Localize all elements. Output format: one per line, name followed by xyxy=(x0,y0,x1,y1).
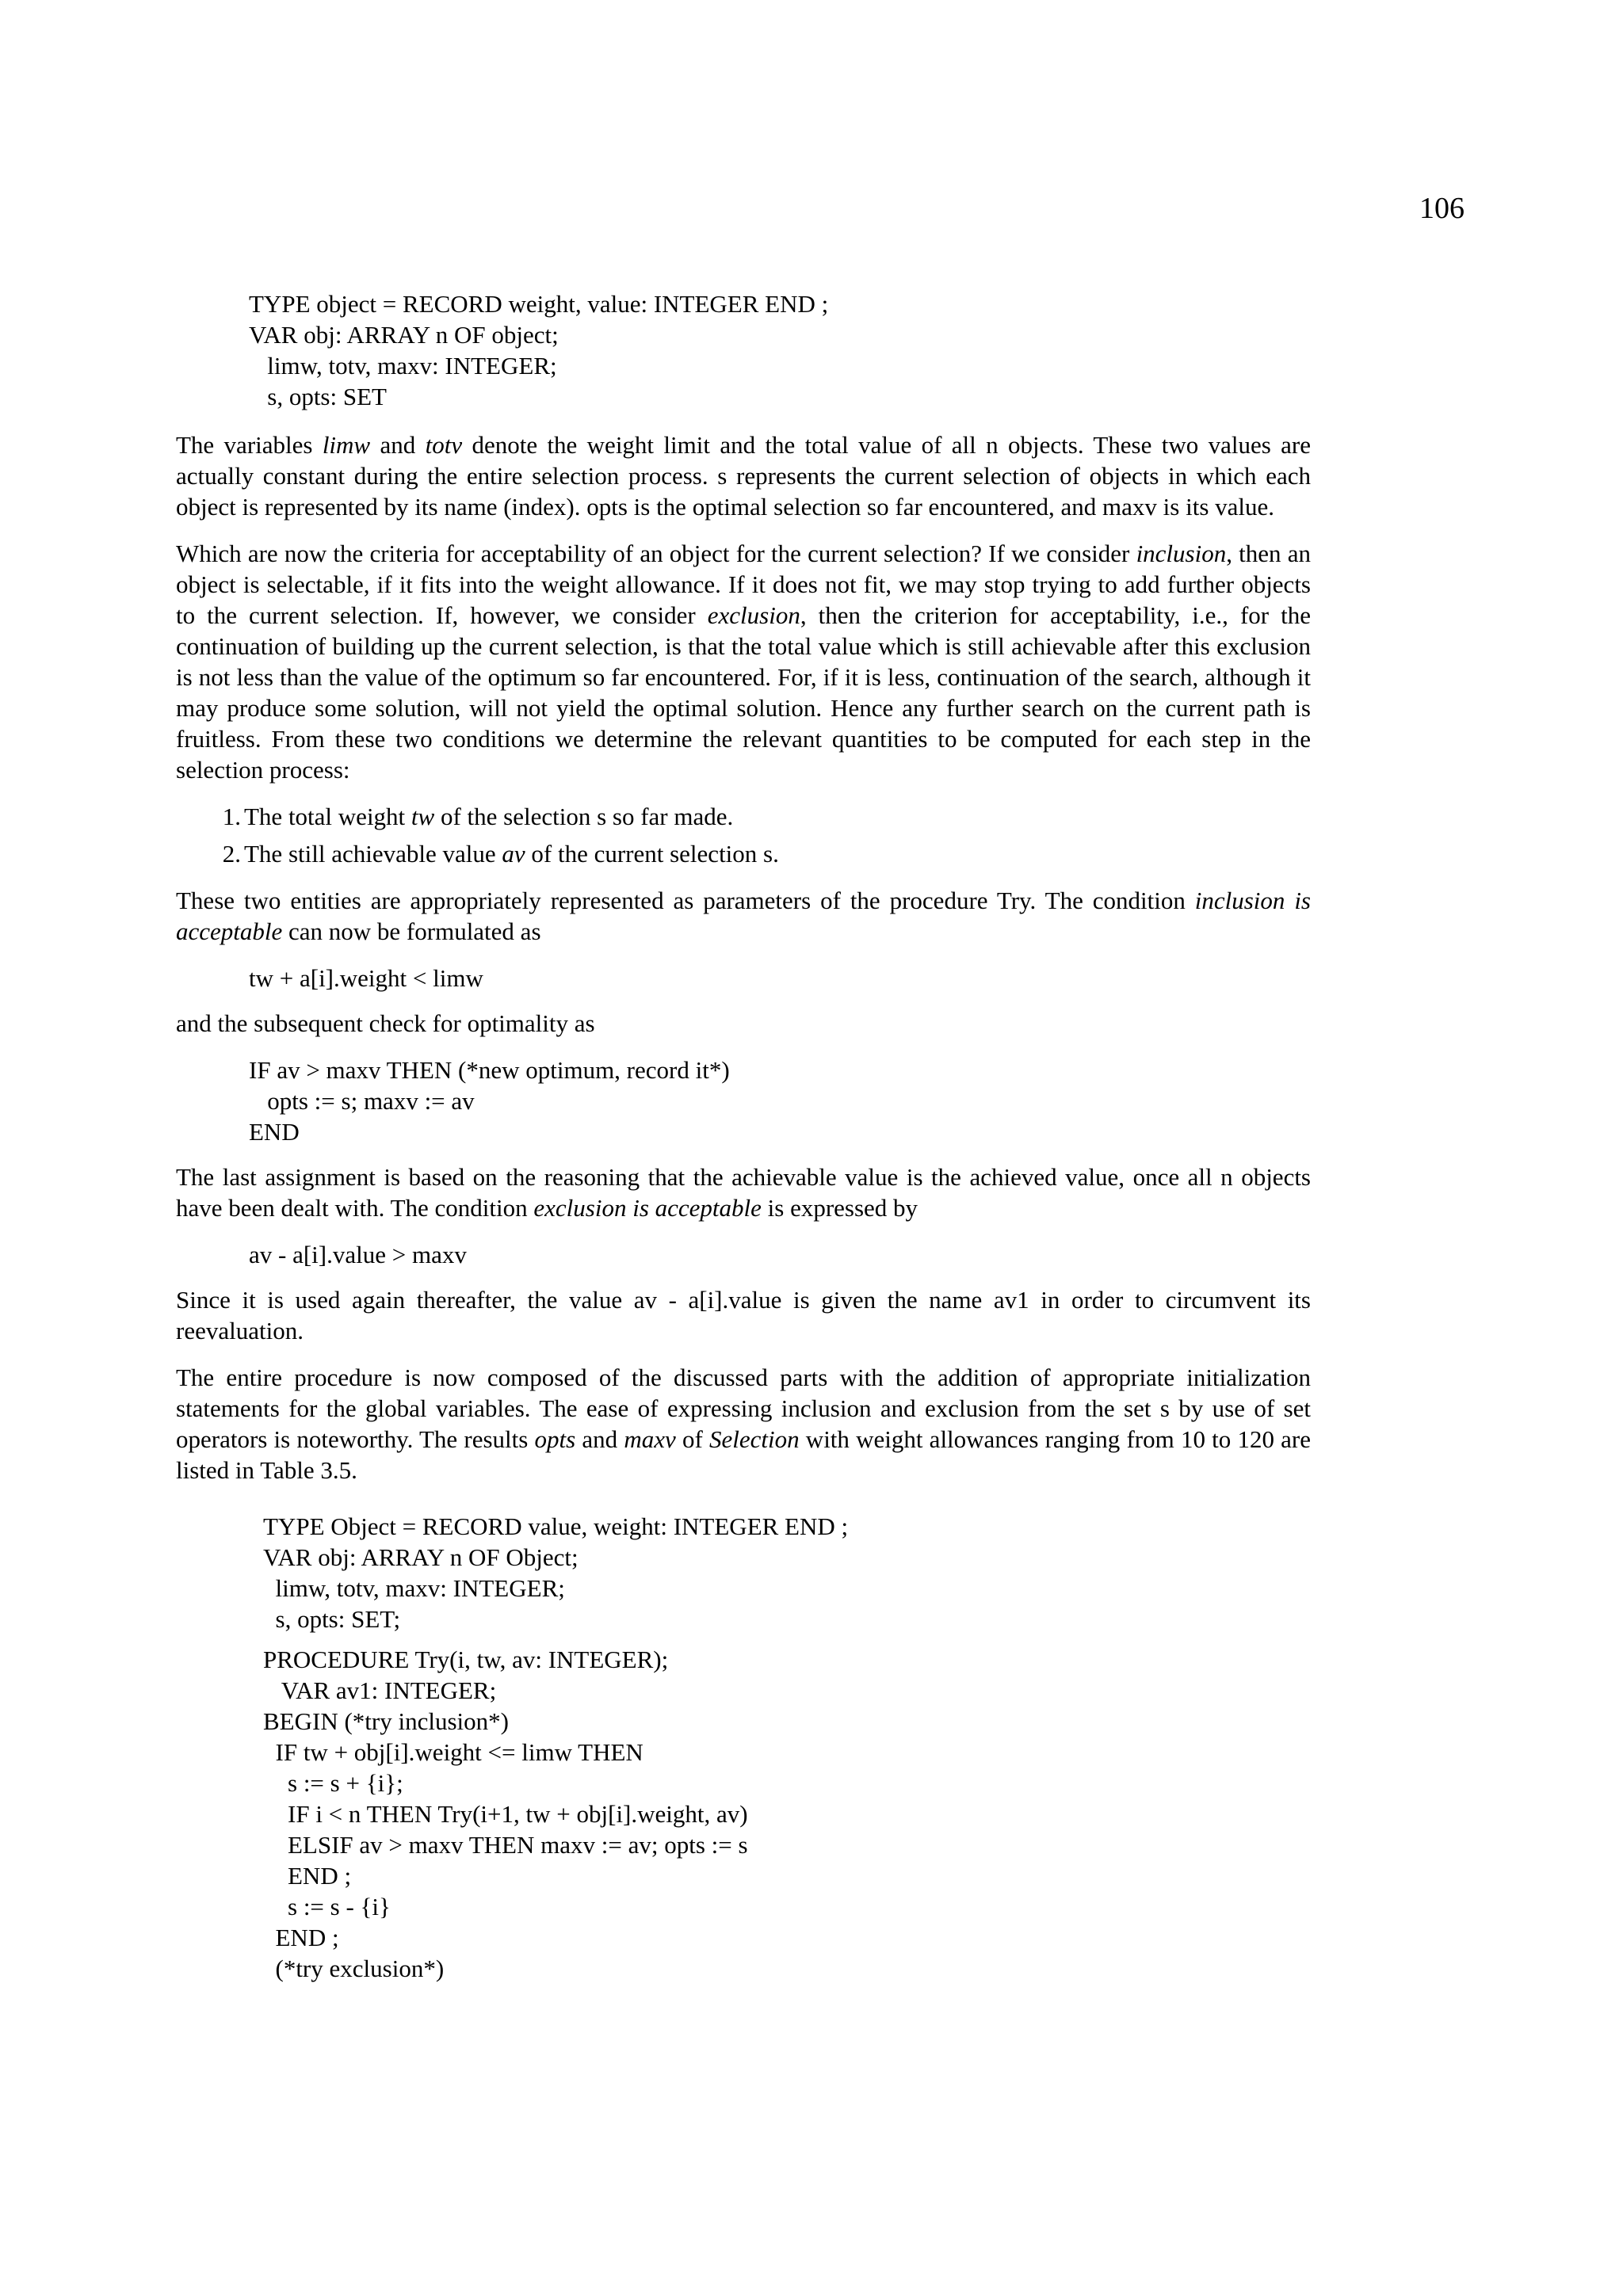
code-line: ELSIF av > maxv THEN maxv := av; opts := s xyxy=(263,1831,748,1859)
code-line: VAR obj: ARRAY n OF Object; xyxy=(263,1543,579,1571)
code-line: VAR av1: INTEGER; xyxy=(263,1676,497,1704)
selection-program-code xyxy=(263,1511,1311,1984)
paragraph-last-assignment: The last assignment is based on the reasoning that the achievable value is the achieved value, once all n objects have been dealt with. The condition exclusion is acceptable is expressed by xyxy=(176,1163,1311,1222)
code-line: BEGIN (*try inclusion*) xyxy=(263,1707,509,1735)
code-line: IF tw + obj[i].weight <= limw THEN xyxy=(263,1738,643,1766)
code-line: TYPE Object = RECORD value, weight: INTEGER END ; xyxy=(263,1512,849,1540)
paragraph-optimality: and the subsequent check for optimality as xyxy=(176,1009,595,1037)
quantities-list xyxy=(176,801,1311,869)
code-line: limw, totv, maxv: INTEGER; xyxy=(249,352,557,379)
procedure-block xyxy=(263,1644,1311,1984)
optimality-check-code xyxy=(249,1055,1311,1147)
code-line: IF i < n THEN Try(i+1, tw + obj[i].weight, av) xyxy=(263,1800,748,1828)
paragraph-procedure: The entire procedure is now composed of the discussed parts with the addition of appropriate initialization statements for the global variables. The ease of expressing inclusion and exclusion from the set s by use of set operators is noteworthy. The results opts and maxv of Selection with weight allowances ranging from 10 to 120 are listed in Table 3.5. xyxy=(176,1363,1311,1484)
paragraph-criteria: Which are now the criteria for acceptability of an object for the current selection? If we consider inclusion, then an object is selectable, if it fits into the weight allowance. If it does not fit, we may stop trying to add further objects to the current selection. If, however, we consider exclusion, then the criterion for acceptability, i.e., for the continuation of building up the current selection, is that the total value which is still achievable after this exclusion is not less than the value of the optimum so far encountered. For, if it is less, continuation of the search, although it may produce some solution, will not yield the optimal solution. Hence any further search on the current path is fruitless. From these two conditions we determine the relevant quantities to be computed for each step in the selection process: xyxy=(176,540,1311,784)
code-line: s := s - {i} xyxy=(263,1893,391,1920)
list-item: 1. The total weight tw of the selection s so far made. xyxy=(222,803,734,830)
type-declaration-code xyxy=(249,288,1311,412)
code-line: VAR obj: ARRAY n OF object; xyxy=(249,321,559,349)
paragraph-av1: Since it is used again thereafter, the value av - a[i].value is given the name av1 in order to circumvent its reevaluation. xyxy=(176,1286,1311,1344)
code-line: END ; xyxy=(263,1862,352,1890)
page-number: 106 xyxy=(1419,192,1465,225)
code-line: s, opts: SET xyxy=(249,383,387,410)
code-line: END ; xyxy=(263,1924,339,1951)
exclusion-condition: av - a[i].value > maxv xyxy=(249,1241,467,1268)
code-line: PROCEDURE Try(i, tw, av: INTEGER); xyxy=(263,1646,669,1673)
inclusion-condition: tw + a[i].weight < limw xyxy=(249,964,483,992)
page-content xyxy=(176,288,1311,1984)
declaration-block xyxy=(263,1511,1311,1634)
code-line: opts := s; maxv := av xyxy=(249,1087,475,1115)
paragraph-variables: The variables limw and totv denote the weight limit and the total value of all n objects. These two values are actually constant during the entire selection process. s represents the current selection of objects in which each object is represented by its name (index). opts is the optimal selection so far encountered, and maxv is its value. xyxy=(176,431,1311,521)
code-line: limw, totv, maxv: INTEGER; xyxy=(263,1574,565,1602)
code-line: IF av > maxv THEN (*new optimum, record it*) xyxy=(249,1056,730,1084)
paragraph-parameters: These two entities are appropriately represented as parameters of the procedure Try. The condition inclusion is acceptable can now be formulated as xyxy=(176,887,1311,945)
code-line: s := s + {i}; xyxy=(263,1769,403,1797)
code-line: s, opts: SET; xyxy=(263,1605,401,1633)
code-line: TYPE object = RECORD weight, value: INTEGER END ; xyxy=(249,290,829,318)
code-line: END xyxy=(249,1118,300,1146)
list-item: 2. The still achievable value av of the current selection s. xyxy=(222,840,779,868)
code-line: (*try exclusion*) xyxy=(263,1955,445,1982)
